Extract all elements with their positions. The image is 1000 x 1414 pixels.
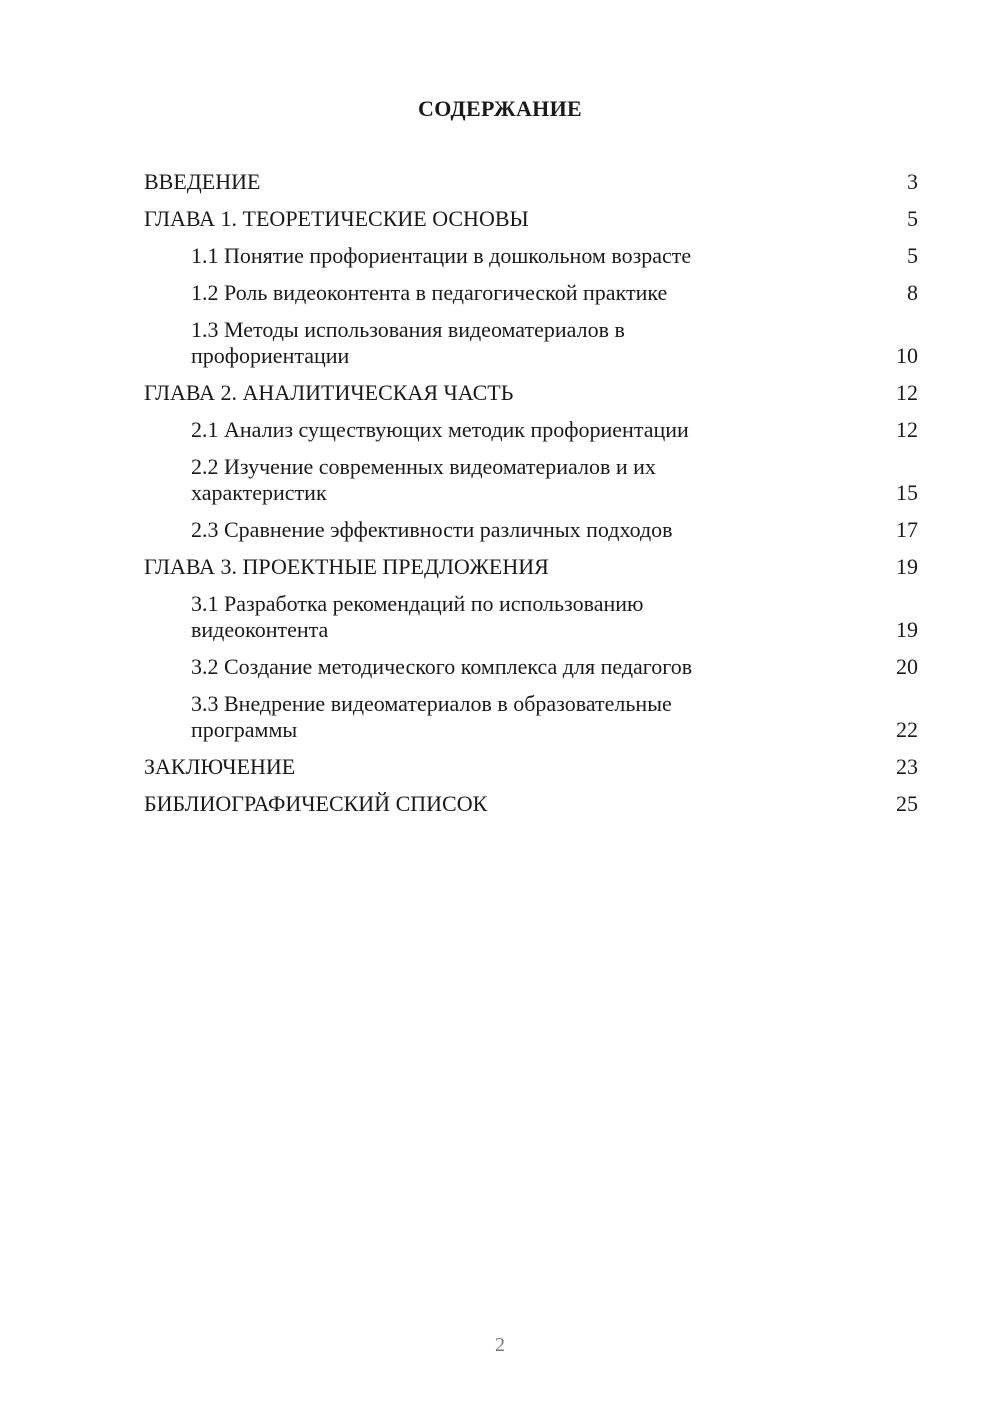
toc-entry-page: 8 xyxy=(907,280,918,305)
toc-entry xyxy=(144,754,918,780)
toc-entry xyxy=(144,691,918,743)
toc-entry xyxy=(144,280,918,306)
toc-entry-page: 19 xyxy=(896,617,918,642)
toc-entry xyxy=(144,591,918,643)
toc-entry xyxy=(144,454,918,506)
toc-entry-page: 3 xyxy=(907,169,918,194)
toc-entry-title: 2.1 Анализ существующих методик профориентации xyxy=(191,417,689,442)
toc-entry-page: 25 xyxy=(896,791,918,816)
toc-entry-title: 2.3 Сравнение эффективности различных подходов xyxy=(191,517,673,542)
toc-entry-title: ВВЕДЕНИЕ xyxy=(144,169,261,194)
toc-entry-page: 12 xyxy=(896,417,918,442)
toc-entry-title: 3.2 Создание методического комплекса для педагогов xyxy=(191,654,693,679)
toc-entry-page: 17 xyxy=(896,517,918,542)
toc-entry-title: ЗАКЛЮЧЕНИЕ xyxy=(144,754,296,779)
toc-entry-page: 19 xyxy=(896,554,918,579)
toc-entry-title: 1.3 Методы использования видеоматериалов в профориентации xyxy=(191,317,625,368)
toc-entry xyxy=(144,417,918,443)
toc-entry xyxy=(144,317,918,369)
toc-entry-page: 20 xyxy=(896,654,918,679)
toc-entry-title: 2.2 Изучение современных видеоматериалов и их характеристик xyxy=(191,454,656,505)
toc-entry xyxy=(144,554,918,580)
page-title: СОДЕРЖАНИЕ xyxy=(418,96,582,121)
toc-entry-title: ГЛАВА 1. ТЕОРЕТИЧЕСКИЕ ОСНОВЫ xyxy=(144,206,529,231)
table-of-contents xyxy=(144,169,918,828)
toc-entry-page: 15 xyxy=(896,480,918,505)
toc-entry-title: 1.2 Роль видеоконтента в педагогической практике xyxy=(191,280,668,305)
toc-entry xyxy=(144,206,918,232)
page-number: 2 xyxy=(495,1334,505,1356)
toc-entry-page: 12 xyxy=(896,380,918,405)
toc-entry-title: ГЛАВА 3. ПРОЕКТНЫЕ ПРЕДЛОЖЕНИЯ xyxy=(144,554,549,579)
toc-entry-title: 3.3 Внедрение видеоматериалов в образовательные программы xyxy=(191,691,672,742)
toc-entry-title: БИБЛИОГРАФИЧЕСКИЙ СПИСОК xyxy=(144,791,488,816)
toc-entry-title: 1.1 Понятие профориентации в дошкольном возрасте xyxy=(191,243,692,268)
toc-entry xyxy=(144,380,918,406)
toc-entry xyxy=(144,169,918,195)
toc-entry-page: 5 xyxy=(907,243,918,268)
toc-entry-page: 22 xyxy=(896,717,918,742)
toc-entry-page: 10 xyxy=(896,343,918,368)
toc-entry-page: 23 xyxy=(896,754,918,779)
toc-entry-title: 3.1 Разработка рекомендаций по использованию видеоконтента xyxy=(191,591,644,642)
toc-entry xyxy=(144,654,918,680)
toc-entry-page: 5 xyxy=(907,206,918,231)
toc-entry xyxy=(144,517,918,543)
toc-entry-title: ГЛАВА 2. АНАЛИТИЧЕСКАЯ ЧАСТЬ xyxy=(144,380,514,405)
toc-entry xyxy=(144,243,918,269)
toc-entry xyxy=(144,791,918,817)
